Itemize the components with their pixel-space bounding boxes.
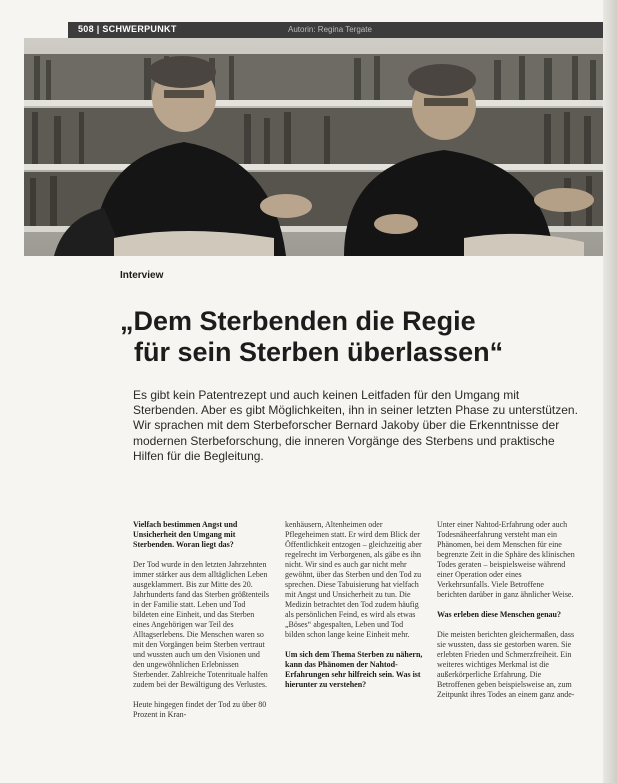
body-column-2 [285,520,423,700]
author-credit: Autorin: Regina Tergate [288,25,372,34]
interview-answer: kenhäusern, Altenheimen oder Pflegeheimen statt. Er wird dem Blick der Öffentlichkeit entzogen – gleichzeitig aber regelrecht im Verborgenen, als gäbe es ihn nicht. Wir sind es auch gar nicht mehr gewöhnt, über das Sterben und den Tod zu sprechen. Diese Tabuisierung hat vielfach mit Angst und Unsicherheit zu tun. Die Medizin betrachtet den Tod zudem häufig als persönlichen Feind, es wird als etwas „Böses“ abgespalten, Leben und Tod bilden schon lange keine Einheit mehr. [285,520,422,639]
section-label: 508 | SCHWERPUNKT [78,24,177,34]
page-header-bar [68,22,608,38]
headline-line-1: „Dem Sterbenden die Regie [120,306,476,336]
interview-photo [24,38,608,256]
interview-question: Vielfach bestimmen Angst und Unsicherheit den Umgang mit Sterbenden. Woran liegt das? [133,520,238,549]
page-edge-shadow [603,0,617,783]
interview-answer: Die meisten berichten gleichermaßen, dass sie wussten, dass sie gestorben waren. Sie erlebten Frieden und Schmerzfreiheit. Ein weiteres wichtiges Merkmal ist die außerkörperliche Erfahrung. Die Betroffenen geben beispielsweise an, zum Zeitpunkt ihres Todes an einem ganz ande- [437,630,575,699]
interview-question: Was erleben diese Menschen genau? [437,610,561,619]
headline-line-2: für sein Sterben überlassen“ [134,337,504,367]
article-headline [120,306,590,368]
photo-icon [24,38,608,256]
article-body [133,520,583,783]
body-column-1 [133,520,271,730]
body-column-3 [437,520,575,710]
article-lead: Es gibt kein Patentrezept und auch keinen Leitfaden für den Umgang mit Sterbenden. Aber es gibt Möglichkeiten, ihn in seiner letzten Phase zu unterstützen. Wir sprachen mit dem Sterbeforscher Bernard Jakoby über die Erkenntnisse der modernen Sterbeforschung, die inneren Vorgänge des Sterbens und praktische Hilfen für die Begleitung. [133,388,578,463]
interview-answer: Der Tod wurde in den letzten Jahrzehnten immer stärker aus dem alltäglichen Leben ausgeklammert. Bis zur Mitte des 20. Jahrhunderts fand das Sterben größtenteils in der Familie statt. Leben und Tod bildeten eine Einheit, und das Sterben eines Angehörigen war Teil des Alltagserlebens. Die Menschen waren so mit den Vorgängen beim Sterben vertraut und wussten auch um den Visionen und den ungewöhnlichen Erlebnissen Sterbender. Zahlreiche Totenrituale halfen zudem bei der Bewältigung des Verlustes. [133,560,269,689]
article-kicker: Interview [120,270,164,281]
interview-question: Um sich dem Thema Sterben zu nähern, kann das Phänomen der Nahtod-Erfahrungen sehr hilfreich sein. Was ist hierunter zu verstehen? [285,650,423,689]
interview-answer: Heute hingegen findet der Tod zu über 80 Prozent in Kran- [133,700,267,719]
interview-answer: Unter einer Nahtod-Erfahrung oder auch Todesnäheerfahrung versteht man ein Phänomen, bei dem Menschen für eine begrenzte Zeit in die Sphäre des klinischen Todes geraten – beispielsweise während einer Operation oder eines Verkehrsunfalls. Viele Betroffene berichten darüber in ganz ähnlicher Weise. [437,520,575,599]
